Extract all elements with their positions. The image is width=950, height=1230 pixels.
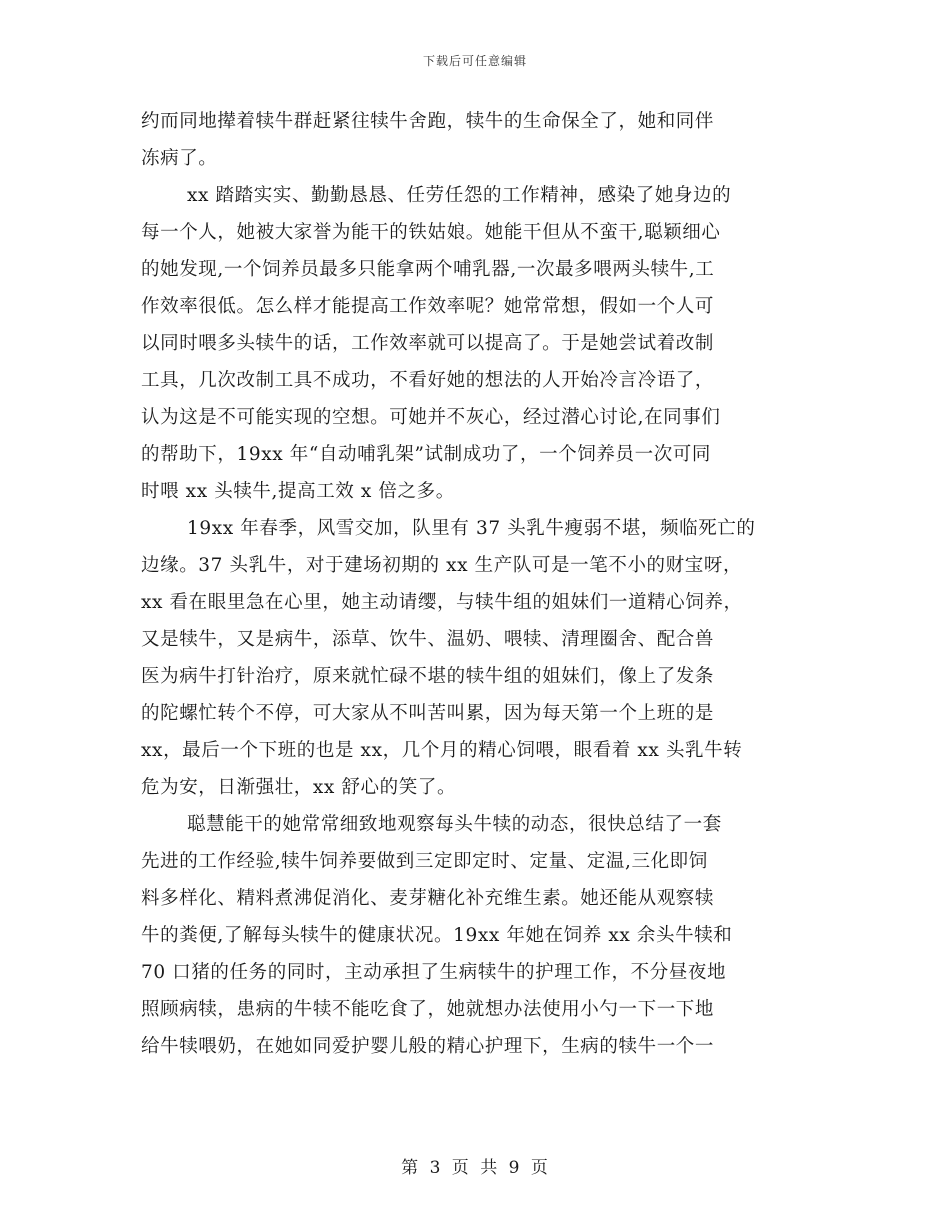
text-line: 每一个人，她被大家誉为能干的铁姑娘。她能干但从不蛮干,聪颖细心 (141, 222, 721, 243)
text-line: 工具，几次改制工具不成功，不看好她的想法的人开始冷言冷语了， (141, 370, 715, 391)
paragraph-start-line: 19xx 年春季，风雪交加，队里有 37 头乳牛瘦弱不堪，频临死亡的 (187, 518, 756, 539)
text-line: 边缘。37 头乳牛，对于建场初期的 xx 生产队可是一笔不小的财宝呀， (141, 555, 743, 576)
text-line: xx 看在眼里急在心里，她主动请缨，与犊牛组的姐妹们一道精心饲养， (141, 592, 743, 613)
text-line: 料多样化、精料煮沸促消化、麦芽糖化补充维生素。她还能从观察犊 (141, 888, 715, 909)
text-line: 时喂 xx 头犊牛,提高工效 x 倍之多。 (141, 481, 455, 502)
text-line: 的陀螺忙转个不停，可大家从不叫苦叫累，因为每天第一个上班的是 (141, 703, 715, 724)
text-line: 的帮助下，19xx 年“自动哺乳架”试制成功了，一个饲养员一次可同 (141, 444, 712, 465)
text-line: 又是犊牛，又是病牛，添草、饮牛、温奶、喂犊、清理圈舍、配合兽 (141, 629, 715, 650)
paragraph-start-line: 聪慧能干的她常常细致地观察每头牛犊的动态，很快总结了一套 (187, 814, 722, 835)
text-line: 给牛犊喂奶，在她如同爱护婴儿般的精心护理下，生病的犊牛一个一 (141, 1036, 715, 1057)
text-line: 医为病牛打针治疗，原来就忙碌不堪的犊牛组的姐妹们，像上了发条 (141, 666, 715, 687)
page-header: 下载后可任意编辑 (422, 54, 527, 68)
text-line: 照顾病犊，患病的牛犊不能吃食了，她就想办法使用小勺一下一下地 (141, 999, 715, 1020)
page-number: 第 3 页 共 9 页 (401, 1158, 549, 1178)
text-line: 70 口猪的任务的同时，主动承担了生病犊牛的护理工作，不分昼夜地 (141, 962, 727, 983)
text-line: 牛的粪便,了解每头犊牛的健康状况。19xx 年她在饲养 xx 余头牛犊和 (141, 925, 733, 946)
text-line: 作效率很低。怎么样才能提高工作效率呢？她常常想，假如一个人可 (141, 296, 715, 317)
text-line: 认为这是不可能实现的空想。可她并不灰心，经过潜心讨论,在同事们 (141, 407, 721, 428)
text-line: xx，最后一个下班的也是 xx，几个月的精心饲喂，眼看着 xx 头乳牛转 (141, 740, 743, 761)
text-line: 冻病了。 (141, 148, 218, 169)
paragraph-start-line: xx 踏踏实实、勤勤恳恳、任劳任怨的工作精神，感染了她身边的 (187, 185, 732, 206)
text-line: 先进的工作经验,犊牛饲养要做到三定即定时、定量、定温,三化即饲 (141, 851, 708, 872)
document-body (141, 103, 811, 1065)
text-line: 的她发现,一个饲养员最多只能拿两个哺乳器,一次最多喂两头犊牛,工 (141, 259, 715, 280)
text-line: 以同时喂多头犊牛的话，工作效率就可以提高了。于是她尝试着改制 (141, 333, 715, 354)
text-line: 危为安，日渐强壮，xx 舒心的笑了。 (141, 777, 457, 798)
text-line: 约而同地撵着犊牛群赶紧往犊牛舍跑，犊牛的生命保全了，她和同伴 (141, 111, 715, 132)
